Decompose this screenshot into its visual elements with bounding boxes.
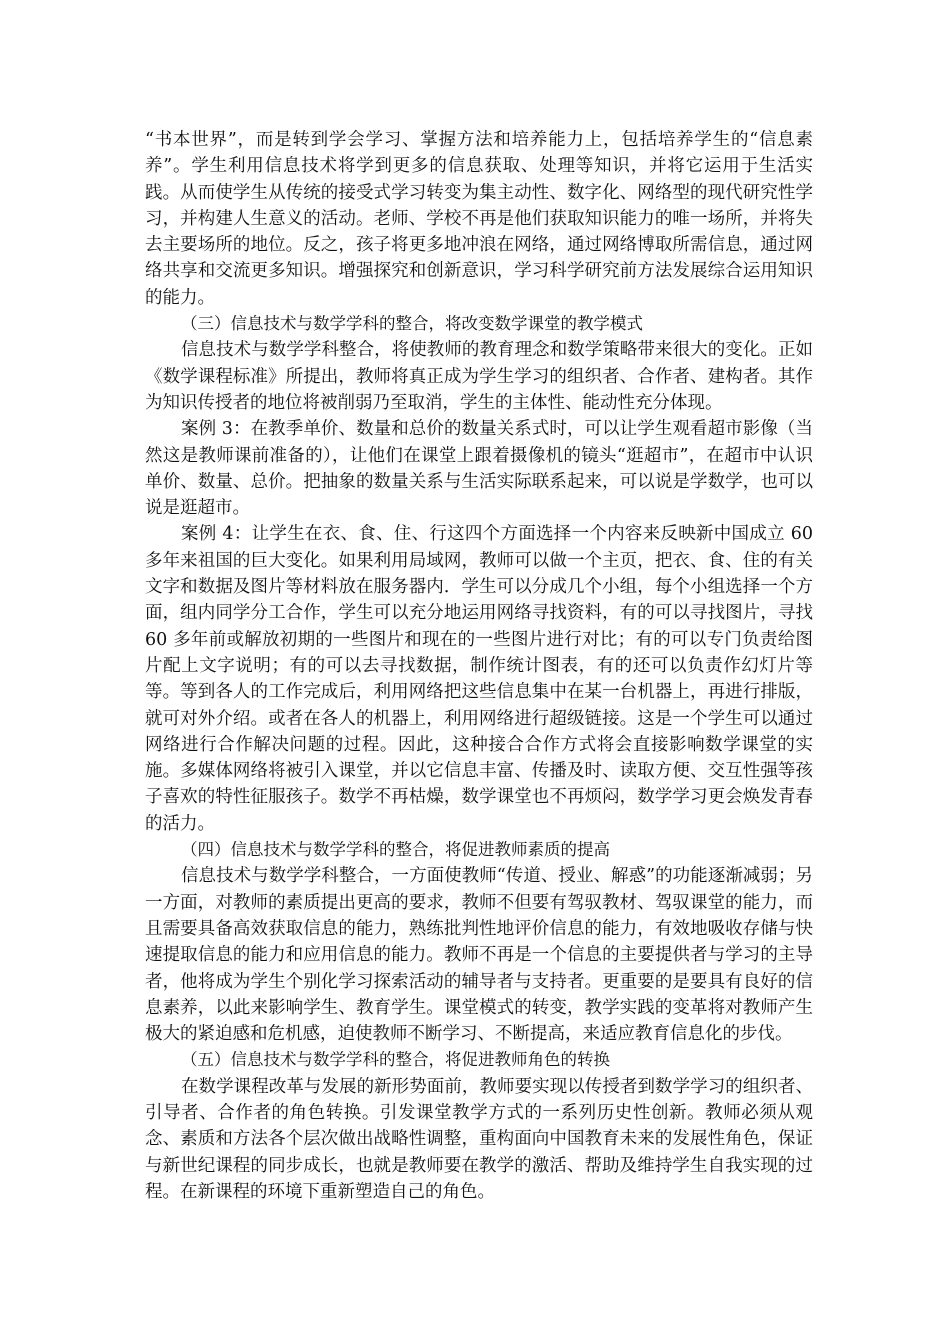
- paragraph: 信息技术与数学学科整合，将使教师的教育理念和数学策略带来很大的变化。正如《数学课程标准》所提出，教师将真正成为学生学习的组织者、合作者、建构者。其作为知识传授者的地位将被削弱乃至取消，学生的主体性、能动性充分体现。: [145, 340, 813, 413]
- section-heading-4: （四）信息技术与数学学科的整合，将促进教师素质的提高: [181, 840, 610, 860]
- paragraph: 在数学课程改革与发展的新形势面前，教师要实现以传授者到数学学习的组织者、引导者、合作者的角色转换。引发课堂教学方式的一系列历史性创新。教师必须从观念、素质和方法各个层次做出战略性调整，重构面向中国教育未来的发展性角色，保证与新世纪课程的同步成长，也就是教师要在教学的激活、帮助及维持学生自我实现的过程。在新课程的环境下重新塑造自己的角色。: [145, 1076, 813, 1202]
- paragraph-case-3: 案例 3：在教季单价、数量和总价的数量关系式时，可以让学生观看超市影像（当然这是教师课前准备的），让他们在课堂上跟着摄像机的镜头“逛超市”，在超市中认识单价、数量、总价。把抽象的数量关系与生活实际联系起来，可以说是学数学，也可以说是逛超市。: [145, 419, 813, 519]
- section-heading-5: （五）信息技术与数学学科的整合，将促进教师角色的转换: [181, 1050, 610, 1070]
- paragraph: 信息技术与数学学科整合，一方面使教师“传道、授业、解惑”的功能逐渐减弱；另一方面，对教师的素质提出更高的要求，教师不但要有驾驭教材、驾驭课堂的能力，而且需要具备高效获取信息的能力，熟练批判性地评价信息的能力，有效地吸收存储与快速提取信息的能力和应用信息的能力。教师不再是一个信息的主要提供者与学习的主导者，他将成为学生个别化学习探索活动的辅导者与支持者。更重要的是要具有良好的信息素养，以此来影响学生、教育学生。课堂模式的转变，教学实践的变革将对教师产生极大的紧迫感和危机感，迫使教师不断学习、不断提高，来适应教育信息化的步伐。: [145, 866, 813, 1045]
- section-heading-3: （三）信息技术与数学学科的整合，将改变数学课堂的教学模式: [181, 314, 643, 334]
- paragraph-continuation: “书本世界”，而是转到学会学习、掌握方法和培养能力上，包括培养学生的“信息素养”。学生利用信息技术将学到更多的信息获取、处理等知识，并将它运用于生活实践。从而使学生从传统的接受式学习转变为集主动性、数字化、网络型的现代研究性学习，并构建人生意义的活动。老师、学校不再是他们获取知识能力的唯一场所，并将失去主要场所的地位。反之，孩子将更多地冲浪在网络，通过网络博取所需信息，通过网络共享和交流更多知识。增强探究和创新意识，学习科学研究前方法发展综合运用知识的能力。: [145, 130, 813, 308]
- document-page: [145, 127, 813, 1205]
- paragraph-case-4: 案例 4：让学生在衣、食、住、行这四个方面选择一个内容来反映新中国成立 60 多年来祖国的巨大变化。如果利用局域网，教师可以做一个主页，把衣、食、住的有关文字和数据及图片等材料放在服务器内．学生可以分成几个小组，每个小组选择一个方面，组内同学分工合作，学生可以充分地运用网络寻找资料，有的可以寻找图片，寻找 60 多年前或解放初期的一些图片和现在的一些图片进行对比；有的可以专门负责给图片配上文字说明；有的可以去寻找数据，制作统计图表，有的还可以负责作幻灯片等等。等到各人的工作完成后，利用网络把这些信息集中在某一台机器上，再进行排版，就可对外介绍。或者在各人的机器上，利用网络进行超级链接。这是一个学生可以通过网络进行合作解决问题的过程。因此，这种接合合作方式将会直接影响数学课堂的实施。多媒体网络将被引入课堂，并以它信息丰富、传播及时、读取方便、交互性强等孩子喜欢的特性征服孩子。数学不再枯燥，数学课堂也不再烦闷，数学学习更会焕发青春的活力。: [145, 524, 813, 834]
